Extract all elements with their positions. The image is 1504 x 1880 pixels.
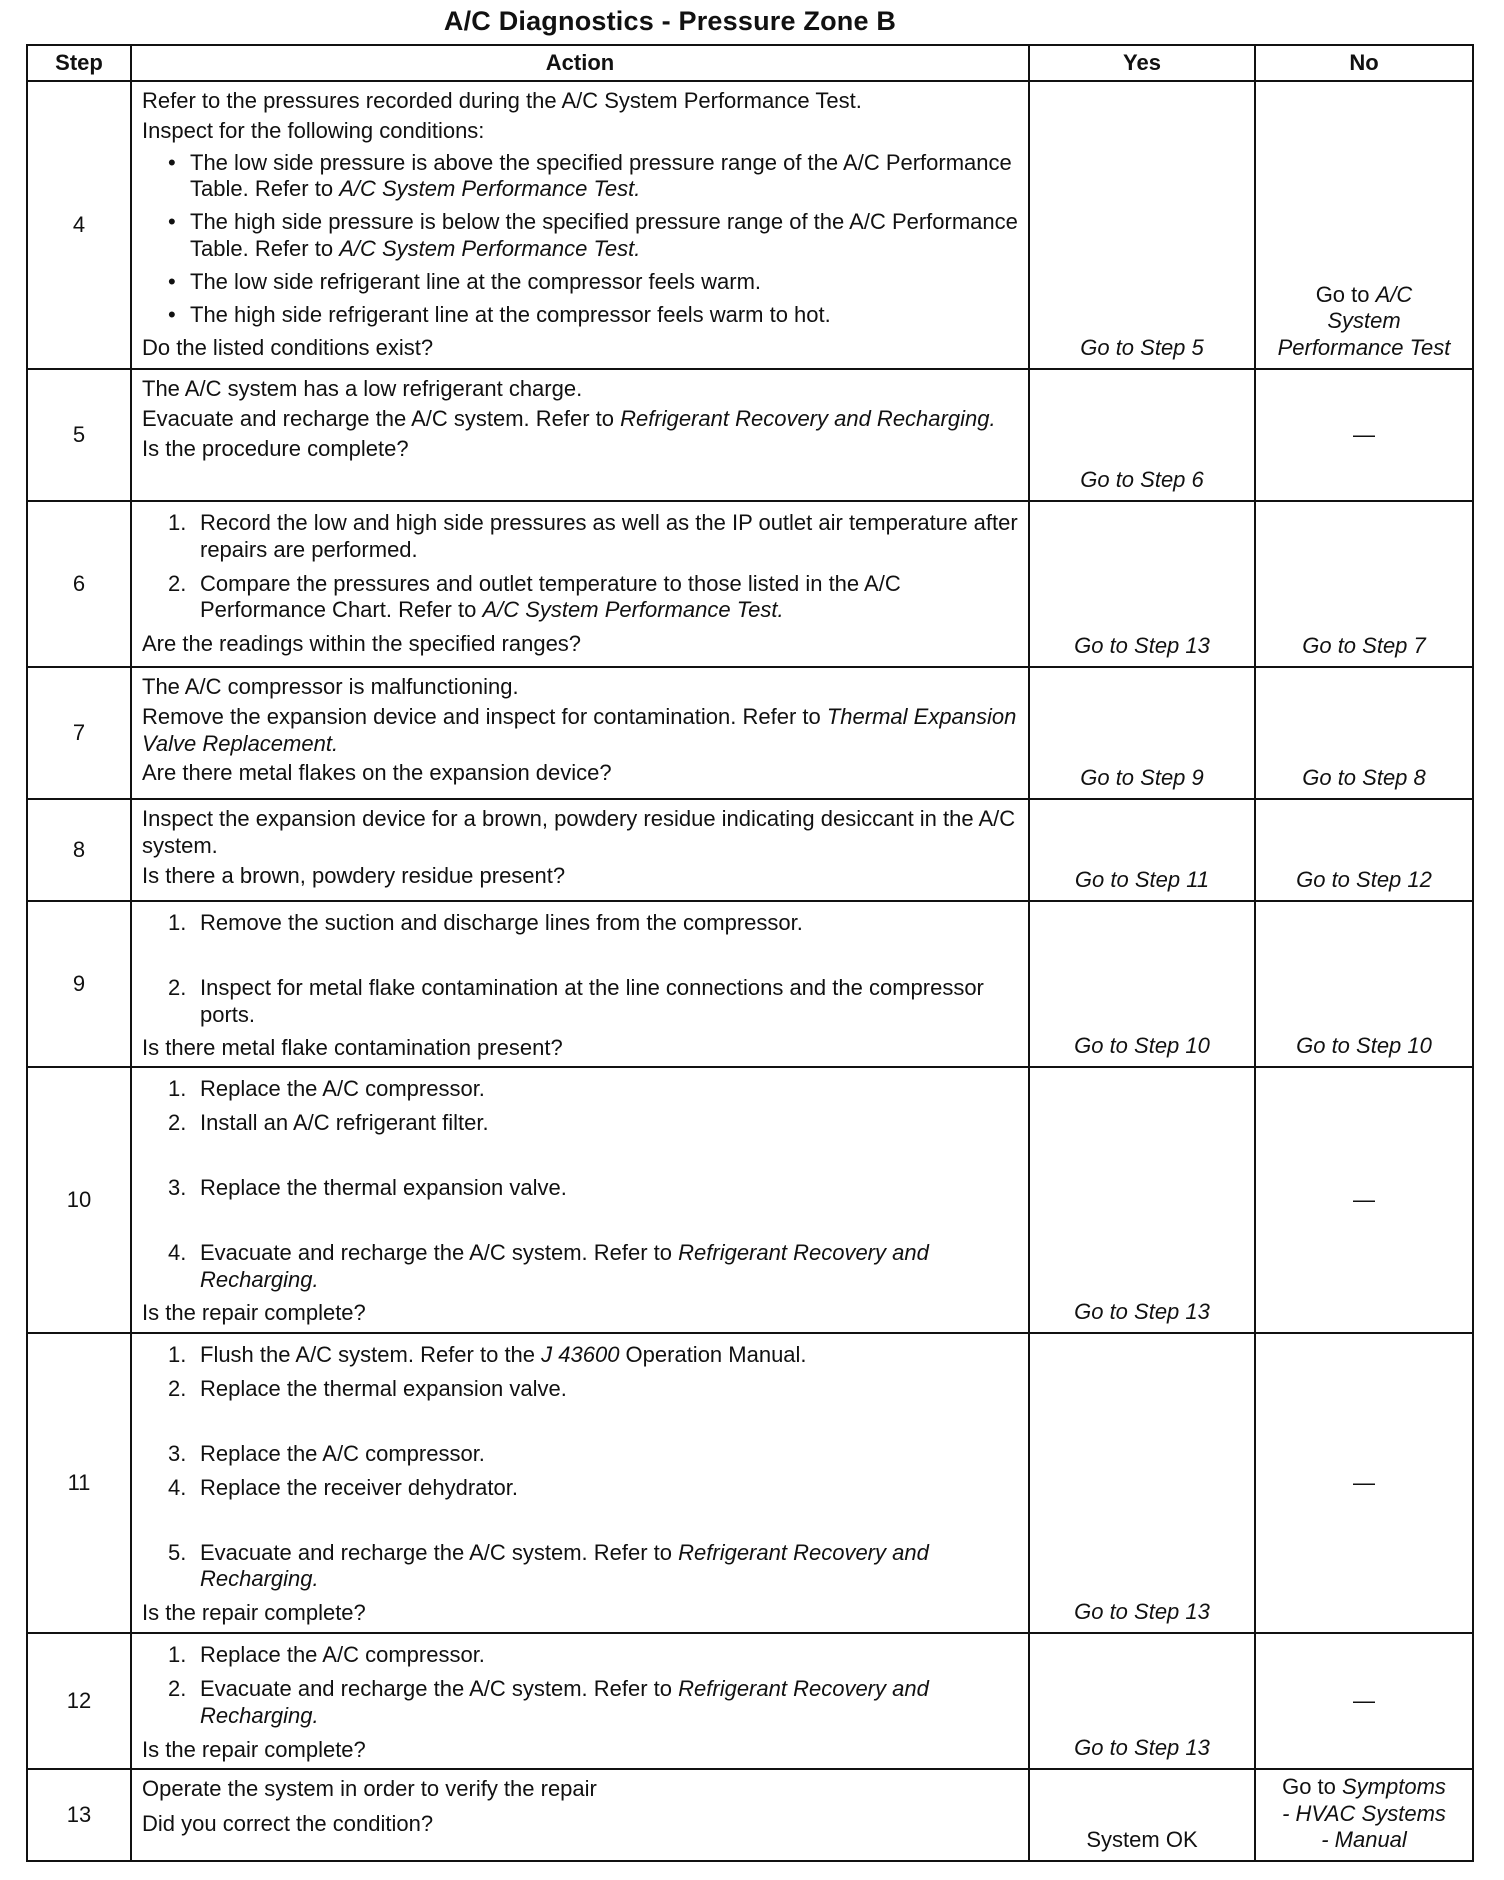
- list-item: 2. Inspect for metal flake contamination at the line connections and the compressor ports.: [168, 974, 984, 1027]
- action-cell: [131, 1333, 1029, 1633]
- list-item: 4. Evacuate and recharge the A/C system. Refer to Refrigerant Recovery and Recharging.: [168, 1239, 929, 1292]
- action-cell: [131, 1769, 1029, 1861]
- list-item: 1. Replace the A/C compressor.: [168, 1076, 485, 1102]
- step-number: 8: [27, 799, 131, 901]
- table-row-step-6: [27, 501, 1473, 667]
- step-number: 10: [27, 1067, 131, 1333]
- step-number: 4: [27, 81, 131, 369]
- reference-link-text: Refrigerant Recovery and Recharging.: [200, 1539, 929, 1592]
- no-result: Go to Symptoms - HVAC Systems - Manual: [1255, 1769, 1473, 1861]
- action-cell: [131, 901, 1029, 1067]
- question-text: Do the listed conditions exist?: [142, 334, 434, 360]
- list-item: 3. Replace the thermal expansion valve.: [168, 1174, 567, 1200]
- table-row-step-12: [27, 1633, 1473, 1769]
- reference-link-text: A/C System Performance Test.: [482, 597, 784, 623]
- question-text: Is the repair complete?: [142, 1736, 366, 1762]
- step-number: 5: [27, 369, 131, 501]
- yes-result: Go to Step 13: [1029, 1333, 1255, 1633]
- no-result: Go to Step 10: [1255, 901, 1473, 1067]
- question-text: Is there a brown, powdery residue present?: [142, 862, 566, 888]
- yes-result: Go to Step 13: [1029, 1633, 1255, 1769]
- question-text: Is the procedure complete?: [142, 435, 409, 461]
- yes-result: System OK: [1029, 1769, 1255, 1861]
- diagnostics-table: [26, 44, 1474, 1862]
- step-number: 13: [27, 1769, 131, 1861]
- yes-result: Go to Step 6: [1029, 369, 1255, 501]
- header-no: No: [1255, 45, 1473, 81]
- yes-result: Go to Step 11: [1029, 799, 1255, 901]
- no-result: —: [1255, 1333, 1473, 1633]
- action-cell: [131, 667, 1029, 799]
- yes-result: Go to Step 13: [1029, 501, 1255, 667]
- list-item: 1. Replace the A/C compressor.: [168, 1642, 485, 1668]
- reference-link-text: Thermal Expansion Valve Replacement.: [142, 703, 1017, 756]
- action-cell: [131, 81, 1029, 369]
- table-row-step-5: [27, 369, 1473, 501]
- list-item: • The low side refrigerant line at the compressor feels warm.: [142, 269, 1018, 296]
- question-text: Did you correct the condition?: [142, 1811, 434, 1837]
- step-number: 12: [27, 1633, 131, 1769]
- no-result: —: [1255, 1067, 1473, 1333]
- yes-result: Go to Step 10: [1029, 901, 1255, 1067]
- step-number: 9: [27, 901, 131, 1067]
- action-text: Inspect for the following conditions:: [142, 117, 485, 143]
- list-item: 2. Replace the thermal expansion valve.: [168, 1376, 567, 1402]
- no-result: —: [1255, 1633, 1473, 1769]
- list-item: • The high side refrigerant line at the compressor feels warm to hot.: [142, 302, 1018, 329]
- question-text: Are the readings within the specified ranges?: [142, 631, 582, 657]
- reference-link-text: Refrigerant Recovery and Recharging.: [620, 405, 996, 431]
- header-action: Action: [131, 45, 1029, 81]
- header-yes: Yes: [1029, 45, 1255, 81]
- reference-link-text: Refrigerant Recovery and Recharging.: [200, 1676, 929, 1728]
- no-result: Go to Step 7: [1255, 501, 1473, 667]
- reference-link-text: J 43600: [541, 1342, 620, 1368]
- step-number: 6: [27, 501, 131, 667]
- list-item: 3. Replace the A/C compressor.: [168, 1440, 485, 1466]
- table-row-step-7: [27, 667, 1473, 799]
- action-cell: [131, 501, 1029, 667]
- table-row-step-10: [27, 1067, 1473, 1333]
- no-result: —: [1255, 369, 1473, 501]
- no-result: Go to Step 8: [1255, 667, 1473, 799]
- action-text: Operate the system in order to verify the repair: [142, 1776, 597, 1802]
- reference-link-text: A/C System Performance Test.: [339, 176, 641, 202]
- action-cell: [131, 369, 1029, 501]
- action-cell: [131, 799, 1029, 901]
- list-item: 1. Flush the A/C system. Refer to the J 43600 Operation Manual.: [168, 1342, 807, 1368]
- reference-link-text: Refrigerant Recovery and Recharging.: [200, 1239, 929, 1292]
- list-item: 2. Evacuate and recharge the A/C system. Refer to Refrigerant Recovery and Recharging.: [168, 1676, 929, 1728]
- header-row: [27, 45, 1473, 81]
- action-text: Remove the expansion device and inspect for contamination. Refer to Thermal Expansion Valve Replacement.: [142, 703, 1017, 756]
- list-item: 4. Replace the receiver dehydrator.: [168, 1474, 518, 1500]
- table-row-step-11: [27, 1333, 1473, 1633]
- yes-result: Go to Step 13: [1029, 1067, 1255, 1333]
- list-item: 2. Compare the pressures and outlet temperature to those listed in the A/C Performance Chart. Refer to A/C System Performance Test.: [168, 570, 901, 623]
- yes-result: Go to Step 5: [1029, 81, 1255, 369]
- action-text: The A/C system has a low refrigerant charge.: [142, 376, 583, 401]
- action-text: Refer to the pressures recorded during the A/C System Performance Test.: [142, 88, 862, 113]
- question-text: Is there metal flake contamination present?: [142, 1035, 563, 1061]
- page-title: A/C Diagnostics - Pressure Zone B: [443, 6, 897, 36]
- action-text: Evacuate and recharge the A/C system. Refer to Refrigerant Recovery and Recharging.: [142, 405, 996, 431]
- list-item: • The high side pressure is below the specified pressure range of the A/C Performance Table. Refer to A/C System Performance Test.: [142, 209, 1018, 263]
- list-item: 1. Record the low and high side pressures as well as the IP outlet air temperature after repairs are performed.: [168, 510, 1018, 562]
- question-text: Is the repair complete?: [142, 1600, 366, 1626]
- step-number: 7: [27, 667, 131, 799]
- question-text: Are there metal flakes on the expansion device?: [142, 760, 612, 786]
- table-row-step-13: [27, 1769, 1473, 1861]
- table-row-step-9: [27, 901, 1473, 1067]
- action-cell: [131, 1067, 1029, 1333]
- header-step: Step: [27, 45, 131, 81]
- yes-result: Go to Step 9: [1029, 667, 1255, 799]
- table-row-step-4: [27, 81, 1473, 369]
- reference-link-text: A/C System Performance Test.: [339, 236, 641, 262]
- question-text: Is the repair complete?: [142, 1300, 366, 1326]
- action-text: Inspect the expansion device for a brown, powdery residue indicating desiccant in the A/C system.: [142, 806, 1016, 858]
- action-text: The A/C compressor is malfunctioning.: [142, 674, 519, 699]
- action-cell: [131, 1633, 1029, 1769]
- step-number: 11: [27, 1333, 131, 1633]
- no-result: Go to Step 12: [1255, 799, 1473, 901]
- no-result: Go to A/C System Performance Test: [1255, 81, 1473, 369]
- table-row-step-8: [27, 799, 1473, 901]
- list-item: • The low side pressure is above the specified pressure range of the A/C Performance Table. Refer to A/C System Performance Test.: [142, 150, 1018, 204]
- list-item: 5. Evacuate and recharge the A/C system. Refer to Refrigerant Recovery and Recharging.: [168, 1539, 929, 1592]
- list-item: 2. Install an A/C refrigerant filter.: [168, 1110, 489, 1136]
- list-item: 1. Remove the suction and discharge lines from the compressor.: [168, 910, 803, 935]
